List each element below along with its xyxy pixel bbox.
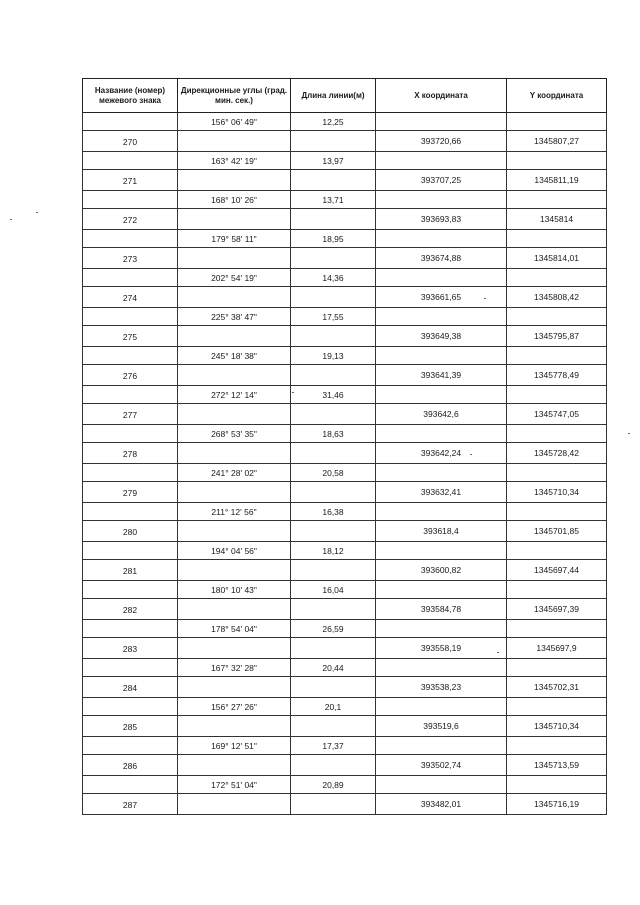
point-row <box>83 482 607 503</box>
empty-cell <box>507 503 607 521</box>
line-length-cell: 20,1 <box>291 698 376 716</box>
empty-cell <box>83 386 178 404</box>
empty-cell <box>83 425 178 443</box>
x-coordinate-cell: 393707,25 <box>376 170 507 191</box>
point-row <box>83 287 607 308</box>
x-coordinate-cell: 393720,66 <box>376 131 507 152</box>
empty-cell <box>291 404 376 425</box>
point-row <box>83 560 607 581</box>
empty-cell <box>83 503 178 521</box>
empty-cell <box>83 113 178 131</box>
empty-cell <box>376 152 507 170</box>
empty-cell <box>376 464 507 482</box>
empty-cell <box>507 542 607 560</box>
empty-cell <box>178 599 291 620</box>
x-coordinate-cell: 393642,24 <box>376 443 507 464</box>
segment-row <box>83 191 607 209</box>
y-coordinate-cell: 1345701,85 <box>507 521 607 542</box>
x-coordinate-cell: 393584,78 <box>376 599 507 620</box>
bearing-angle-cell: 178° 54' 04" <box>178 620 291 638</box>
empty-cell <box>83 269 178 287</box>
segment-row <box>83 386 607 404</box>
point-name-cell: 275 <box>83 326 178 347</box>
y-coordinate-cell: 1345807,27 <box>507 131 607 152</box>
empty-cell <box>178 170 291 191</box>
empty-cell <box>291 248 376 269</box>
line-length-cell: 12,25 <box>291 113 376 131</box>
bearing-angle-cell: 245° 18' 38" <box>178 347 291 365</box>
segment-row <box>83 152 607 170</box>
empty-cell <box>83 776 178 794</box>
line-length-cell: 18,95 <box>291 230 376 248</box>
point-name-cell: 280 <box>83 521 178 542</box>
empty-cell <box>291 131 376 152</box>
empty-cell <box>376 113 507 131</box>
bearing-angle-cell: 211° 12' 56" <box>178 503 291 521</box>
empty-cell <box>178 326 291 347</box>
empty-cell <box>507 191 607 209</box>
point-name-cell: 285 <box>83 716 178 737</box>
segment-row <box>83 776 607 794</box>
y-coordinate-cell: 1345697,39 <box>507 599 607 620</box>
empty-cell <box>291 794 376 815</box>
empty-cell <box>507 113 607 131</box>
empty-cell <box>83 191 178 209</box>
empty-cell <box>291 365 376 386</box>
empty-cell <box>178 404 291 425</box>
point-name-cell: 274 <box>83 287 178 308</box>
point-name-cell: 286 <box>83 755 178 776</box>
segment-row <box>83 425 607 443</box>
point-name-cell: 276 <box>83 365 178 386</box>
segment-row <box>83 698 607 716</box>
segment-row <box>83 230 607 248</box>
x-coordinate-cell: 393538,23 <box>376 677 507 698</box>
empty-cell <box>178 209 291 230</box>
empty-cell <box>507 464 607 482</box>
empty-cell <box>507 152 607 170</box>
point-row <box>83 794 607 815</box>
y-coordinate-cell: 1345728,42 <box>507 443 607 464</box>
line-length-cell: 13,71 <box>291 191 376 209</box>
y-coordinate-cell: 1345778,49 <box>507 365 607 386</box>
point-row <box>83 170 607 191</box>
segment-row <box>83 659 607 677</box>
empty-cell <box>376 269 507 287</box>
empty-cell <box>178 287 291 308</box>
point-row <box>83 443 607 464</box>
empty-cell <box>178 755 291 776</box>
point-row <box>83 404 607 425</box>
point-name-cell: 272 <box>83 209 178 230</box>
point-name-cell: 277 <box>83 404 178 425</box>
empty-cell <box>291 287 376 308</box>
point-name-cell: 271 <box>83 170 178 191</box>
empty-cell <box>507 737 607 755</box>
point-row <box>83 638 607 659</box>
empty-cell <box>376 659 507 677</box>
scan-speck <box>292 392 294 393</box>
segment-row <box>83 620 607 638</box>
boundary-coordinates-table <box>82 78 607 815</box>
x-coordinate-cell: 393641,39 <box>376 365 507 386</box>
point-name-cell: 279 <box>83 482 178 503</box>
point-row <box>83 131 607 152</box>
point-row <box>83 248 607 269</box>
empty-cell <box>178 677 291 698</box>
empty-cell <box>178 482 291 503</box>
x-coordinate-cell: 393649,38 <box>376 326 507 347</box>
line-length-cell: 17,55 <box>291 308 376 326</box>
line-length-cell: 17,37 <box>291 737 376 755</box>
header-x-coordinate: X координата <box>376 79 507 113</box>
empty-cell <box>507 620 607 638</box>
line-length-cell: 20,44 <box>291 659 376 677</box>
empty-cell <box>178 794 291 815</box>
line-length-cell: 20,89 <box>291 776 376 794</box>
bearing-angle-cell: 202° 54' 19" <box>178 269 291 287</box>
point-row <box>83 677 607 698</box>
segment-row <box>83 308 607 326</box>
empty-cell <box>291 443 376 464</box>
empty-cell <box>83 581 178 599</box>
y-coordinate-cell: 1345795,87 <box>507 326 607 347</box>
line-length-cell: 13,97 <box>291 152 376 170</box>
y-coordinate-cell: 1345710,34 <box>507 482 607 503</box>
segment-row <box>83 503 607 521</box>
empty-cell <box>376 698 507 716</box>
empty-cell <box>507 776 607 794</box>
empty-cell <box>83 542 178 560</box>
point-name-cell: 282 <box>83 599 178 620</box>
point-name-cell: 284 <box>83 677 178 698</box>
empty-cell <box>507 269 607 287</box>
line-length-cell: 20,58 <box>291 464 376 482</box>
bearing-angle-cell: 172° 51' 04" <box>178 776 291 794</box>
point-row <box>83 326 607 347</box>
bearing-angle-cell: 156° 27' 26" <box>178 698 291 716</box>
empty-cell <box>178 443 291 464</box>
x-coordinate-cell: 393482,01 <box>376 794 507 815</box>
x-coordinate-cell: 393632,41 <box>376 482 507 503</box>
empty-cell <box>83 659 178 677</box>
empty-cell <box>507 308 607 326</box>
point-row <box>83 521 607 542</box>
point-name-cell: 270 <box>83 131 178 152</box>
x-coordinate-cell: 393693,83 <box>376 209 507 230</box>
empty-cell <box>507 659 607 677</box>
bearing-angle-cell: 272° 12' 14" <box>178 386 291 404</box>
empty-cell <box>83 230 178 248</box>
empty-cell <box>178 248 291 269</box>
scan-speck <box>470 454 472 455</box>
empty-cell <box>376 386 507 404</box>
point-row <box>83 209 607 230</box>
point-row <box>83 599 607 620</box>
empty-cell <box>507 425 607 443</box>
header-bearing-angle: Дирекционные углы (град. мин. сек.) <box>178 79 291 113</box>
empty-cell <box>83 737 178 755</box>
header-point-name: Название (номер) межевого знака <box>83 79 178 113</box>
point-name-cell: 278 <box>83 443 178 464</box>
x-coordinate-cell: 393618,4 <box>376 521 507 542</box>
header-line-length: Длина линии(м) <box>291 79 376 113</box>
line-length-cell: 16,04 <box>291 581 376 599</box>
bearing-angle-cell: 168° 10' 26" <box>178 191 291 209</box>
bearing-angle-cell: 268° 53' 35" <box>178 425 291 443</box>
empty-cell <box>376 230 507 248</box>
empty-cell <box>376 581 507 599</box>
y-coordinate-cell: 1345697,9 <box>507 638 607 659</box>
line-length-cell: 18,12 <box>291 542 376 560</box>
empty-cell <box>376 776 507 794</box>
empty-cell <box>178 131 291 152</box>
point-name-cell: 281 <box>83 560 178 581</box>
empty-cell <box>291 209 376 230</box>
y-coordinate-cell: 1345702,31 <box>507 677 607 698</box>
empty-cell <box>291 599 376 620</box>
segment-row <box>83 269 607 287</box>
bearing-angle-cell: 156° 06' 49" <box>178 113 291 131</box>
table-body <box>83 113 607 815</box>
point-name-cell: 283 <box>83 638 178 659</box>
bearing-angle-cell: 179° 58' 11" <box>178 230 291 248</box>
segment-row <box>83 737 607 755</box>
table-header-row <box>83 79 607 113</box>
empty-cell <box>376 191 507 209</box>
point-row <box>83 365 607 386</box>
scan-speck <box>484 298 486 299</box>
x-coordinate-cell: 393502,74 <box>376 755 507 776</box>
empty-cell <box>507 347 607 365</box>
empty-cell <box>507 698 607 716</box>
scan-speck <box>10 219 12 220</box>
line-length-cell: 26,59 <box>291 620 376 638</box>
bearing-angle-cell: 169° 12' 51" <box>178 737 291 755</box>
scan-speck <box>36 212 38 213</box>
bearing-angle-cell: 167° 32' 28" <box>178 659 291 677</box>
bearing-angle-cell: 194° 04' 56" <box>178 542 291 560</box>
empty-cell <box>376 308 507 326</box>
segment-row <box>83 113 607 131</box>
bearing-angle-cell: 225° 38' 47" <box>178 308 291 326</box>
y-coordinate-cell: 1345814 <box>507 209 607 230</box>
y-coordinate-cell: 1345747,05 <box>507 404 607 425</box>
empty-cell <box>291 755 376 776</box>
empty-cell <box>507 230 607 248</box>
empty-cell <box>178 365 291 386</box>
empty-cell <box>178 638 291 659</box>
empty-cell <box>83 347 178 365</box>
segment-row <box>83 347 607 365</box>
empty-cell <box>83 620 178 638</box>
x-coordinate-cell: 393661,65 <box>376 287 507 308</box>
segment-row <box>83 581 607 599</box>
y-coordinate-cell: 1345716,19 <box>507 794 607 815</box>
empty-cell <box>291 677 376 698</box>
empty-cell <box>83 698 178 716</box>
empty-cell <box>376 425 507 443</box>
y-coordinate-cell: 1345713,59 <box>507 755 607 776</box>
bearing-angle-cell: 163° 42' 19" <box>178 152 291 170</box>
line-length-cell: 19,13 <box>291 347 376 365</box>
y-coordinate-cell: 1345808,42 <box>507 287 607 308</box>
empty-cell <box>178 560 291 581</box>
point-name-cell: 287 <box>83 794 178 815</box>
empty-cell <box>291 521 376 542</box>
empty-cell <box>291 638 376 659</box>
point-row <box>83 755 607 776</box>
y-coordinate-cell: 1345814,01 <box>507 248 607 269</box>
line-length-cell: 14,36 <box>291 269 376 287</box>
empty-cell <box>83 464 178 482</box>
empty-cell <box>376 620 507 638</box>
empty-cell <box>507 386 607 404</box>
x-coordinate-cell: 393519,6 <box>376 716 507 737</box>
empty-cell <box>178 521 291 542</box>
line-length-cell: 31,46 <box>291 386 376 404</box>
empty-cell <box>291 326 376 347</box>
y-coordinate-cell: 1345710,34 <box>507 716 607 737</box>
empty-cell <box>291 482 376 503</box>
segment-row <box>83 542 607 560</box>
x-coordinate-cell: 393600,82 <box>376 560 507 581</box>
empty-cell <box>291 560 376 581</box>
point-name-cell: 273 <box>83 248 178 269</box>
bearing-angle-cell: 241° 28' 02" <box>178 464 291 482</box>
empty-cell <box>376 737 507 755</box>
empty-cell <box>376 503 507 521</box>
line-length-cell: 16,38 <box>291 503 376 521</box>
scan-speck <box>628 433 630 434</box>
segment-row <box>83 464 607 482</box>
x-coordinate-cell: 393642,6 <box>376 404 507 425</box>
x-coordinate-cell: 393674,88 <box>376 248 507 269</box>
header-y-coordinate: Y координата <box>507 79 607 113</box>
line-length-cell: 18,63 <box>291 425 376 443</box>
empty-cell <box>376 542 507 560</box>
empty-cell <box>507 581 607 599</box>
scan-speck <box>497 652 499 653</box>
empty-cell <box>178 716 291 737</box>
y-coordinate-cell: 1345697,44 <box>507 560 607 581</box>
empty-cell <box>83 308 178 326</box>
bearing-angle-cell: 180° 10' 43" <box>178 581 291 599</box>
empty-cell <box>83 152 178 170</box>
empty-cell <box>376 347 507 365</box>
point-row <box>83 716 607 737</box>
empty-cell <box>291 716 376 737</box>
y-coordinate-cell: 1345811,19 <box>507 170 607 191</box>
x-coordinate-cell: 393558,19 <box>376 638 507 659</box>
empty-cell <box>291 170 376 191</box>
